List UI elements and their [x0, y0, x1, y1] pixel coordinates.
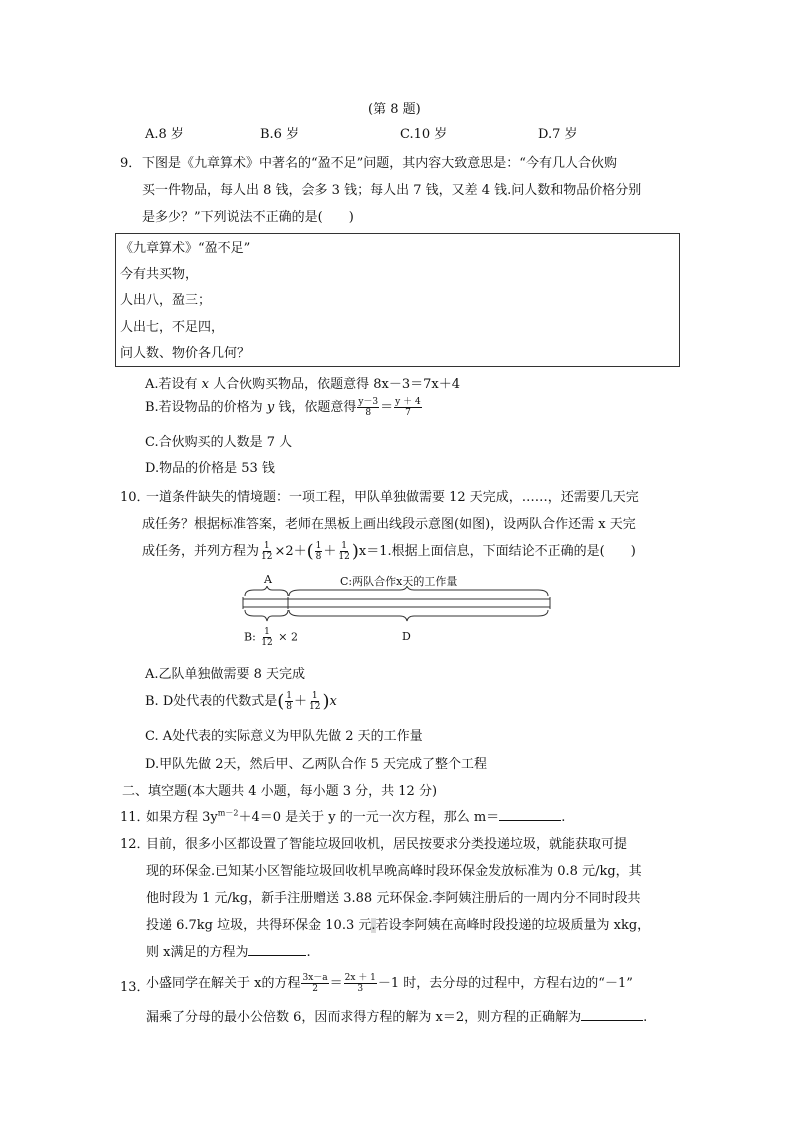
- q8-option-d: D.7 岁: [538, 127, 578, 142]
- q10-number: 10．: [120, 490, 150, 505]
- q12-answer-blank[interactable]: [248, 943, 306, 956]
- q9-fraction-2: $\frac{y + 4}{7}$: [395, 397, 421, 418]
- brace-d: [289, 610, 548, 621]
- q9-line-3: 是多少？”下列说法不正确的是( ): [142, 210, 354, 225]
- q10-optb-fraction-1-12: $\frac{1}{12}$: [309, 691, 321, 712]
- q10-fraction-1-12: $\frac{1}{12}$: [261, 541, 273, 562]
- q8-option-c: C.10 岁: [400, 127, 448, 142]
- diagram-label-c: C:两队合作x天的工作量: [340, 575, 458, 588]
- q9-box-line-3: 人出八，盈三；: [120, 293, 212, 308]
- q12-line-5: 则 x满足的方程为 .: [146, 945, 311, 960]
- q10-option-c: C. A处代表的实际意义为甲队先做 2 天的工作量: [145, 729, 423, 744]
- q9-box-line-2: 今有共买物，: [120, 267, 199, 282]
- q13-answer-blank[interactable]: [581, 1008, 643, 1021]
- q12-number: 12．: [120, 837, 150, 852]
- q9-option-b: B.若设物品的价格为 y 钱，依题意得 $\frac{y-3}{8}$ ＝ $\frac{y + 4}{7}$: [145, 397, 421, 418]
- q13-number: 13．: [120, 980, 150, 995]
- q9-box-line-1: 《九章算术》“盈不足”: [120, 241, 251, 256]
- q11-answer-blank[interactable]: [499, 808, 561, 821]
- q12-line-4: 投递 6.7kg 垃圾，共得环保金 10.3 元.若设李阿姨在高峰时段投递的垃圾质量为 xkg，: [146, 918, 651, 933]
- q13-fraction-1: $\frac{3x-a}{2}$: [302, 973, 328, 994]
- q9-option-a: A.若设有 x 人合伙购买物品，依题意得 8x－3＝7x＋4: [145, 377, 461, 392]
- q13-line-2: 漏乘了分母的最小公倍数 6，因而求得方程的解为 x＝2，则方程的正确解为 .: [146, 1010, 648, 1025]
- diagram-fraction-1-12: $\frac{1}{12}$: [261, 627, 273, 648]
- q10-option-b: B. D处代表的代数式是( $\frac{1}{8}$ ＋ $\frac{1}{12}$ )x: [145, 691, 337, 712]
- q11-number: 11．: [120, 810, 150, 825]
- q10-line-3: 成任务，并列方程为 $\frac{1}{12}$ ×2＋( $\frac{1}{8}$ ＋ $\frac{1}{12}$ )x＝1.根据上面信息，下面结论不正确的是( ): [142, 541, 636, 562]
- q9-box-line-5: 问人数、物价各几何？: [120, 346, 251, 361]
- q10-line-2: 成任务？根据标准答案，老师在黑板上画出线段示意图(如图)，设两队合作还需 x 天完: [142, 517, 636, 532]
- q9-quote-box: [115, 233, 680, 367]
- brace-a: [245, 586, 288, 596]
- q10-fraction-1-12b: $\frac{1}{12}$: [338, 541, 350, 562]
- q10-optb-fraction-1-8: $\frac{1}{8}$: [286, 691, 293, 712]
- q8-option-a: A.8 岁: [145, 127, 184, 142]
- q10-option-d: D.甲队先做 2天，然后甲、乙两队合作 5 天完成了整个工程: [145, 757, 488, 772]
- diagram-label-b: B: $\frac{1}{12}$ × 2: [244, 627, 298, 648]
- q9-box-line-4: 人出七，不足四，: [120, 320, 225, 335]
- q10-fraction-1-8: $\frac{1}{8}$: [315, 541, 322, 562]
- q12-line-2: 现的环保金.已知某小区智能垃圾回收机早晚高峰时段环保金发放标准为 0.8 元/kg，其: [146, 864, 642, 879]
- q12-line-1: 目前，很多小区都设置了智能垃圾回收机，居民按要求分类投递垃圾，就能获取可提: [146, 837, 628, 852]
- diagram-label-a: A: [264, 573, 272, 586]
- q9-fraction-1: $\frac{y-3}{8}$: [358, 397, 379, 418]
- q9-line-1: 下图是《九章算术》中著名的“盈不足”问题，其内容大致意思是：“今有几人合伙购: [142, 156, 617, 171]
- brace-b: [245, 610, 288, 621]
- q9-number: 9．: [120, 156, 142, 171]
- q10-line-1: 一道条件缺失的情境题：一项工程，甲队单独做需要 12 天完成，……，还需要几天完: [146, 490, 639, 505]
- brace-c: [289, 586, 548, 596]
- q10-option-a: A.乙队单独做需要 8 天完成: [145, 667, 306, 682]
- q9-line-2: 买一件物品，每人出 8 钱，会多 3 钱；每人出 7 钱，又差 4 钱.问人数和物品价格分别: [142, 183, 642, 198]
- section-2-title: 二、填空题(本大题共 4 小题，每小题 3 分，共 12 分): [122, 784, 438, 799]
- q11-text: 如果方程 $3y^{m-2}+4=0$ 是关于 y 的一元一次方程，那么 m＝ .: [146, 808, 566, 825]
- q13-line-1: 小盛同学在解关于 x的方程 $\frac{3x-a}{2}$ ＝ $\frac{2x + 1}{3}$ －1 时，去分母的过程中，方程右边的“－1”: [146, 973, 633, 994]
- diagram-label-d: D: [402, 630, 411, 643]
- figure-caption: (第 8 题): [368, 102, 421, 117]
- q9-option-c: C.合伙购买的人数是 7 人: [145, 435, 293, 450]
- q13-fraction-2: $\frac{2x + 1}{3}$: [344, 973, 376, 994]
- q12-line-3: 他时段为 1 元/kg，新手注册赠送 3.88 元环保金.李阿姨注册后的一周内分不同时段共: [146, 891, 641, 906]
- segment-diagram: [240, 586, 555, 622]
- q8-option-b: B.6 岁: [260, 127, 300, 142]
- q9-option-d: D.物品的价格是 53 钱: [145, 461, 275, 476]
